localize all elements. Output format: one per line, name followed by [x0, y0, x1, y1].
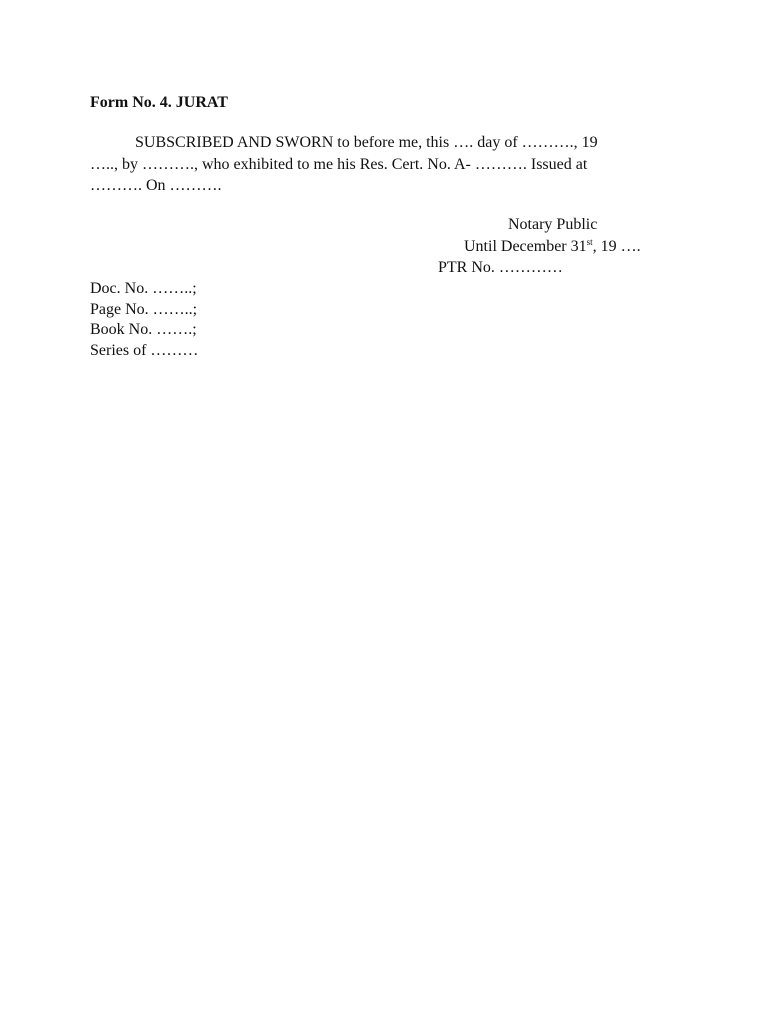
jurat-line-1: SUBSCRIBED AND SWORN to before me, this …. day of ………., 19: [135, 134, 598, 151]
page-no: Page No. ……..;: [90, 300, 198, 318]
doc-no: Doc. No. ……..;: [90, 280, 197, 297]
book-no: Book No. …….;: [90, 321, 197, 338]
ptr-number: PTR No. …………: [438, 259, 563, 276]
until-suffix: , 19 ….: [592, 238, 641, 255]
jurat-line-3: ………. On ……….: [90, 177, 222, 194]
jurat-paragraph: [90, 132, 650, 197]
notary-public-label: Notary Public: [508, 216, 598, 233]
jurat-line-2: ….., by ………., who exhibited to me his Res. Cert. No. A- ………. Issued at: [90, 155, 588, 173]
commission-until: [464, 236, 641, 257]
form-title: Form No. 4. JURAT: [90, 94, 228, 111]
until-prefix: Until December 31: [464, 238, 587, 255]
until-ordinal: st: [586, 237, 593, 247]
series: Series of ………: [90, 341, 199, 359]
notarial-register: [90, 279, 198, 361]
